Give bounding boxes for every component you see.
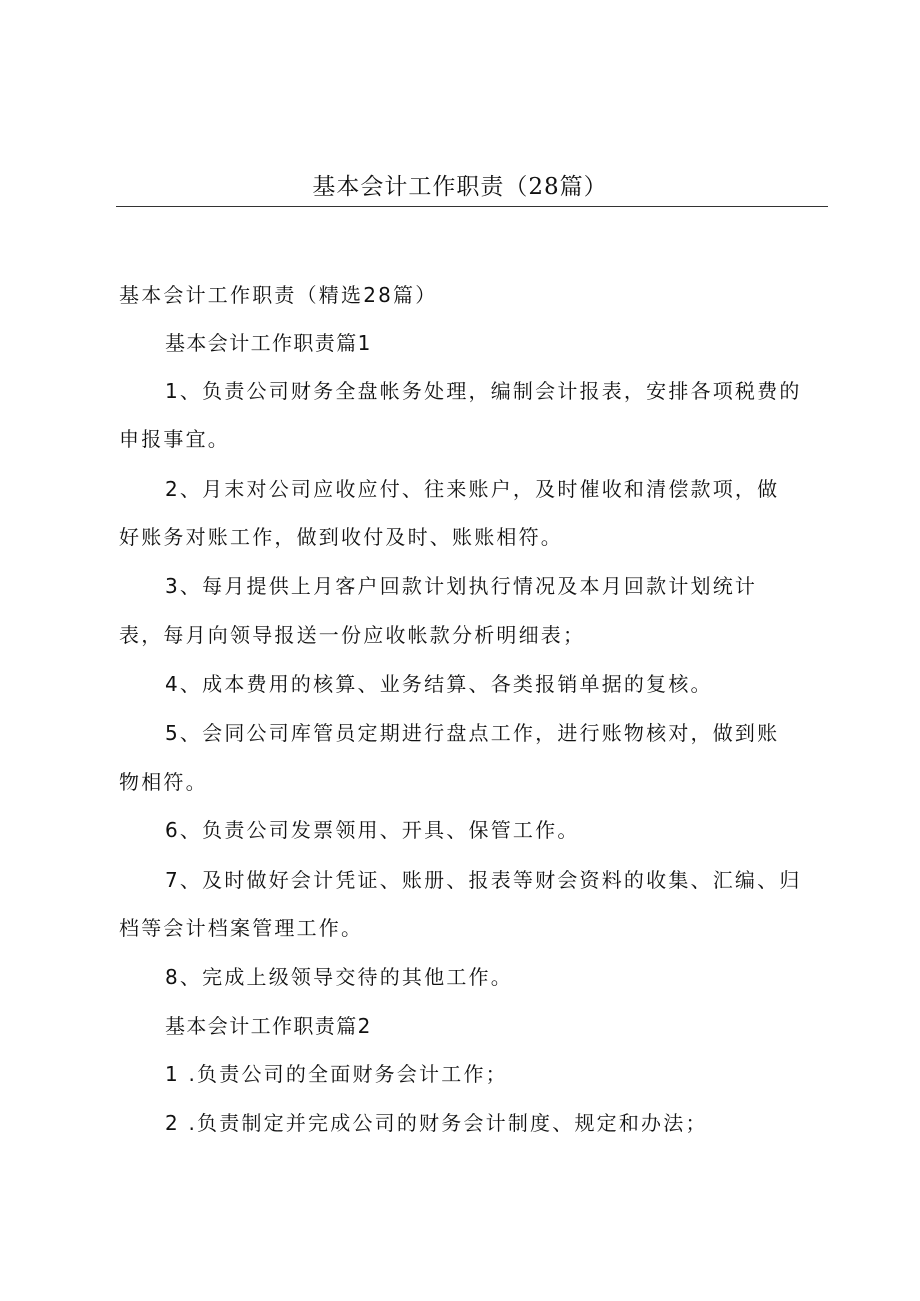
list-item-continuation: 档等会计档案管理工作。 [119, 916, 364, 940]
document-title: 基本会计工作职责（28篇） [312, 174, 608, 200]
list-item-first-line: 2、月末对公司应收应付、往来账户，及时催收和清偿款项，做 [165, 477, 780, 501]
list-item-first-line: 5、会同公司库管员定期进行盘点工作，进行账物核对，做到账 [165, 721, 780, 745]
list-item-continuation: 表，每月向领导报送一份应收帐款分析明细表； [119, 623, 586, 647]
list-item-first-line: 2 .负责制定并完成公司的财务会计制度、规定和办法； [165, 1111, 708, 1135]
list-item-first-line: 8、完成上级领导交待的其他工作。 [165, 965, 513, 989]
title-underline [116, 206, 828, 207]
list-item-first-line: 7、及时做好会计凭证、账册、报表等财会资料的收集、汇编、归 [165, 868, 802, 892]
list-item-first-line: 6、负责公司发票领用、开具、保管工作。 [165, 818, 580, 842]
section-heading: 基本会计工作职责篇2 [165, 1014, 372, 1038]
list-item-continuation: 好账务对账工作，做到收付及时、账账相符。 [119, 525, 563, 549]
section-heading: 基本会计工作职责篇1 [165, 331, 372, 355]
list-item-continuation: 申报事宜。 [119, 427, 230, 451]
list-item-first-line: 4、成本费用的核算、业务结算、各类报销单据的复核。 [165, 672, 713, 696]
document-intro: 基本会计工作职责（精选28篇） [119, 283, 438, 307]
list-item-continuation: 物相符。 [119, 770, 208, 794]
list-item-first-line: 3、每月提供上月客户回款计划执行情况及本月回款计划统计 [165, 574, 758, 598]
list-item-first-line: 1、负责公司财务全盘帐务处理，编制会计报表，安排各项税费的 [165, 379, 802, 403]
list-item-first-line: 1 .负责公司的全面财务会计工作； [165, 1062, 508, 1086]
